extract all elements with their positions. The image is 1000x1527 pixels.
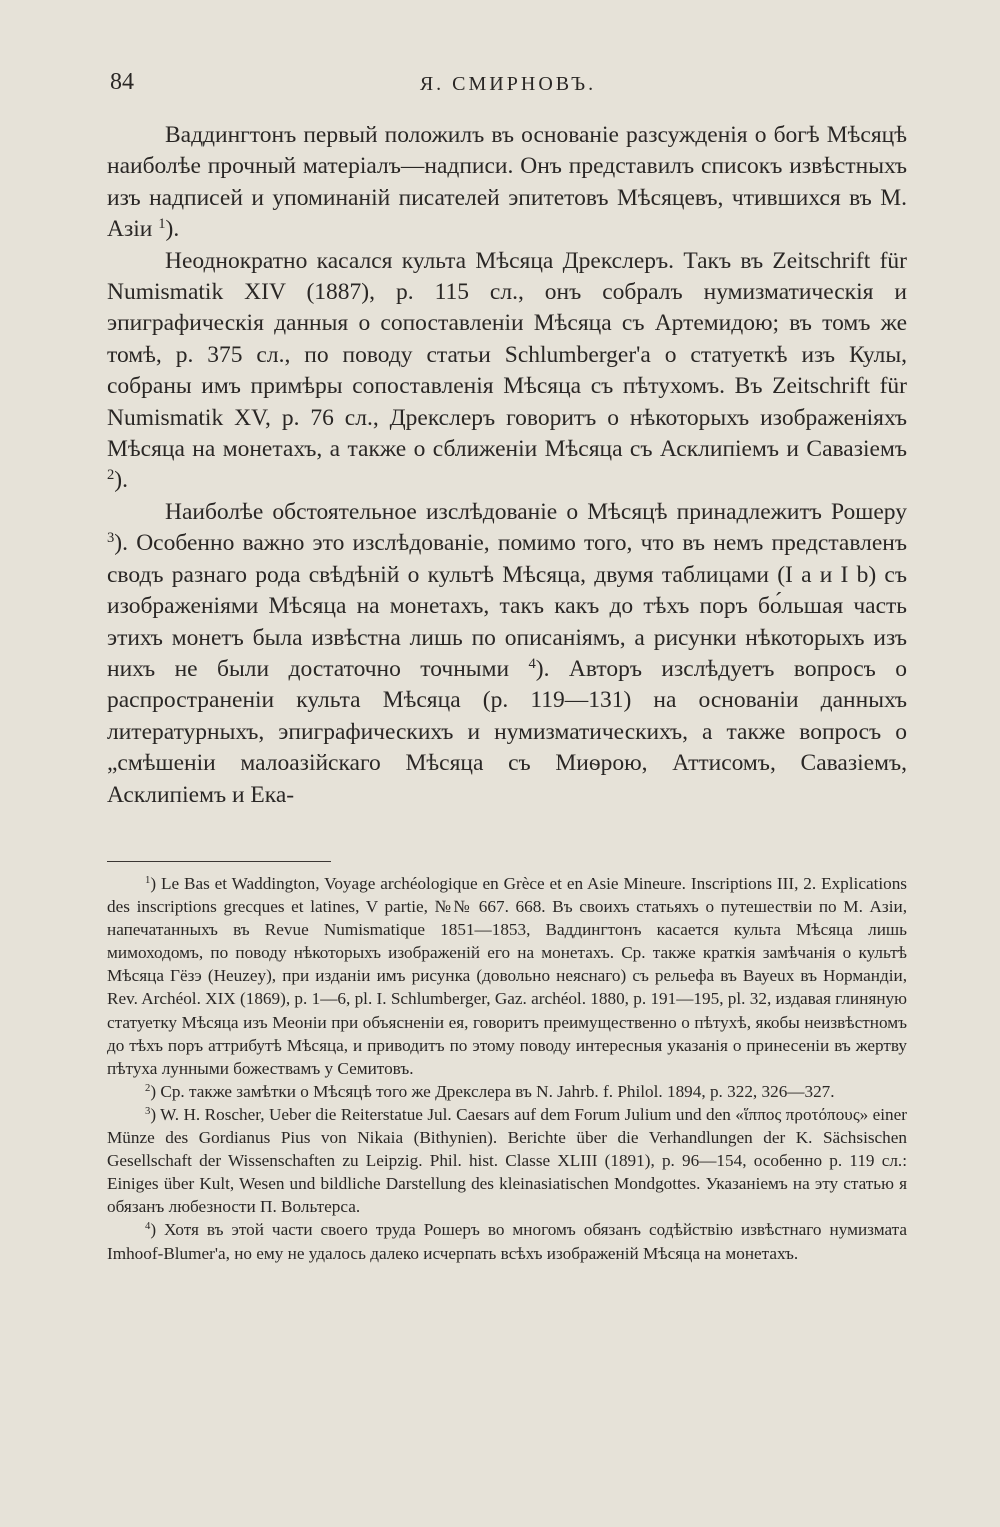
- text-run: ) Le Bas et Waddington, Voyage archéologique en Grèce et en Asie Mineure. Inscriptions III, 2. Explications des inscriptions grecques et latines, V partie, №№ 667. 668. Въ своихъ статьяхъ о путешествіи по М. Азіи, напечатанныхъ въ Revue Numismatique 1851—1853, Ваддингтонъ касается культа Мѣсяца лишь мимоходомъ, по поводу нѣкоторыхъ изображеній его на монетахъ. Ср. также краткія замѣчанія о культѣ Мѣсяца Гёзэ (Heuzey), при изданіи имъ рисунка (довольно неяснаго) съ рельефа въ Вауеux въ Нормандіи, Rev. Archéol. XIX (1869), p. 1—6, pl. I. Schlumberger, Gaz. archéol. 1880, p. 191—195, pl. 32, издавая глиняную статуетку Мѣсяца изъ Меоніи при объясненіи ея, говоритъ преимущественно о пѣтухѣ, якобы неизвѣстномъ до тѣхъ поръ аттрибутѣ Мѣсяца, и приводитъ по этому поводу интересныя указанія о принесеніи въ жертву пѣтуха лунными божествамъ у Семитовъ.: [107, 874, 907, 1078]
- footnote-marker: 2: [107, 467, 115, 484]
- text-run: Ваддингтонъ первый положилъ въ основаніе разсужденія о богѣ Мѣсяцѣ наиболѣе прочный матеріалъ—надписи. Онъ представилъ списокъ извѣстныхъ изъ надписей и упоминаній писателей эпитетовъ Мѣсяцевъ, чтившихся въ М. Азіи: [107, 122, 907, 243]
- text-run: Неоднократно касался культа Мѣсяца Дрекслеръ. Такъ въ Zeitschrift für Numismatik XIV (1887), p. 115 сл., онъ собралъ нумизматическія и эпиграфическія данныя о сопоставленіи Мѣсяца съ Артемидою; въ томъ же томѣ, р. 375 сл., по поводу статьи Schlumberger'a о статуеткѣ изъ Кулы, собраны имъ примѣры сопоставленія Мѣсяца съ пѣтухомъ. Въ Zeitschrift für Numismatik XV, p. 76 сл., Дрекслеръ говоритъ о нѣкоторыхъ изображеніяхъ Мѣсяца на монетахъ, а также о сближеніи Мѣсяца съ Асклипіемъ и Савазіемъ: [107, 247, 907, 463]
- footnote: [107, 872, 907, 1080]
- running-head: Я. СМИРНОВЪ.: [419, 73, 597, 95]
- footnote: [107, 1218, 907, 1264]
- text-run: ). Особенно важно это изслѣдованіе, помимо того, что въ немъ представленъ сводъ разнаго рода свѣдѣній о культѣ Мѣсяца, двумя таблицами (I a и I b) съ изображеніями Мѣсяца на монетахъ, такъ какъ до тѣхъ поръ бо́льшая часть этихъ монетъ была извѣстна лишь по описаніямъ, а рисунки нѣкоторыхъ изъ нихъ не были достаточно точными: [107, 530, 907, 682]
- text-run: ).: [114, 467, 128, 494]
- footnote-divider: [107, 861, 331, 862]
- text-run: ). Авторъ изслѣдуетъ вопросъ о распространеніи культа Мѣсяца (р. 119—131) на основаніи данныхъ литературныхъ, эпиграфическихъ и нумизматическихъ, а также вопросъ о „смѣшеніи малоазійскаго Мѣсяца съ Миѳрою, Аттисомъ, Савазіемъ, Асклипіемъ и Ека-: [107, 655, 908, 808]
- footnote-marker: 1: [145, 875, 151, 887]
- text-run: ).: [165, 216, 180, 243]
- page-header: [108, 66, 908, 106]
- paragraph: [107, 497, 907, 811]
- paragraph: [107, 120, 907, 246]
- footnote-marker: 3: [107, 530, 115, 547]
- main-text: [107, 120, 907, 811]
- footnote-marker: 1: [158, 216, 166, 233]
- footnote-marker: 4: [145, 1221, 151, 1233]
- text-run: ) Ср. также замѣтки о Мѣсяцѣ того же Дрекслера въ N. Jahrb. f. Philol. 1894, p. 322, 326—327.: [150, 1081, 835, 1101]
- text-run: ) Хотя въ этой части своего труда Рошеръ во многомъ обязанъ содѣйствію извѣстнаго нумизмата Imhoof-Blumer'a, но ему не удалось далеко исчерпать всѣхъ изображеній Мѣсяца на монетахъ.: [107, 1220, 907, 1263]
- page-number: 84: [110, 69, 134, 95]
- footnote-marker: 3: [145, 1106, 151, 1118]
- text-run: ) W. H. Roscher, Ueber die Reiterstatue Jul. Caesars auf dem Forum Julium und den «ἵππος προτόπους» einer Münze des Gordianus Pius von Nikaia (Bithynien). Berichte über die Verhandlungen der K. Sächsischen Gesellschaft der Wissenschaften zu Leipzig. Phil. hist. Classe XLIII (1891), p. 96—154, особенно р. 119 сл.: Einiges über Kult, Wesen und bildliche Darstellung des kleinasiatischen Mondgottes. Указаніемъ на эту статью я обязанъ любезности П. Вольтерса.: [107, 1104, 907, 1217]
- footnote: [107, 1103, 907, 1218]
- footnotes: [107, 872, 907, 1265]
- paragraph: [107, 246, 907, 497]
- footnote-marker: 4: [528, 655, 536, 672]
- text-run: Наиболѣе обстоятельное изслѣдованіе о Мѣсяцѣ принадлежитъ Рошеру: [165, 498, 907, 525]
- footnote: [107, 1080, 907, 1103]
- footnote-marker: 2: [145, 1082, 151, 1094]
